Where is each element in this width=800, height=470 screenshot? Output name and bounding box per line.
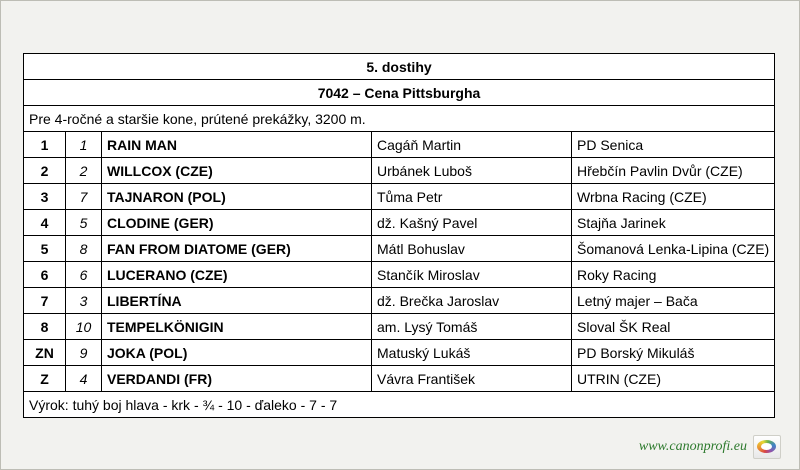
owner-name: Šomanová Lenka-Lipina (CZE) bbox=[572, 236, 775, 262]
start-number: 4 bbox=[66, 366, 102, 392]
race-title-row bbox=[24, 54, 775, 80]
watermark bbox=[639, 435, 781, 459]
start-number: 10 bbox=[66, 314, 102, 340]
table-row bbox=[24, 158, 775, 184]
owner-name: Roky Racing bbox=[572, 262, 775, 288]
owner-name: UTRIN (CZE) bbox=[572, 366, 775, 392]
start-number: 7 bbox=[66, 184, 102, 210]
finish-place: 3 bbox=[24, 184, 66, 210]
start-number: 6 bbox=[66, 262, 102, 288]
table-row bbox=[24, 210, 775, 236]
race-title: 5. dostihy bbox=[24, 54, 775, 80]
jockey-name: dž. Brečka Jaroslav bbox=[372, 288, 572, 314]
start-number: 3 bbox=[66, 288, 102, 314]
table-row bbox=[24, 262, 775, 288]
table-row bbox=[24, 184, 775, 210]
finish-place: ZN bbox=[24, 340, 66, 366]
owner-name: Wrbna Racing (CZE) bbox=[572, 184, 775, 210]
race-conditions: Pre 4-ročné a staršie kone, prútené prekážky, 3200 m. bbox=[24, 106, 775, 132]
horse-name: LIBERTÍNA bbox=[102, 288, 372, 314]
table-row bbox=[24, 340, 775, 366]
finish-place: 7 bbox=[24, 288, 66, 314]
owner-name: Letný majer – Bača bbox=[572, 288, 775, 314]
table-row bbox=[24, 236, 775, 262]
start-number: 1 bbox=[66, 132, 102, 158]
jockey-name: Vávra František bbox=[372, 366, 572, 392]
horse-name: CLODINE (GER) bbox=[102, 210, 372, 236]
horse-name: TAJNARON (POL) bbox=[102, 184, 372, 210]
watermark-text: www.canonprofi.eu bbox=[638, 439, 747, 454]
start-number: 5 bbox=[66, 210, 102, 236]
finish-place: 6 bbox=[24, 262, 66, 288]
horse-name: VERDANDI (FR) bbox=[102, 366, 372, 392]
table-row bbox=[24, 132, 775, 158]
horse-name: WILLCOX (CZE) bbox=[102, 158, 372, 184]
jockey-name: am. Lysý Tomáš bbox=[372, 314, 572, 340]
canon-logo-icon bbox=[753, 435, 781, 459]
finish-place: 1 bbox=[24, 132, 66, 158]
horse-name: FAN FROM DIATOME (GER) bbox=[102, 236, 372, 262]
horse-name: LUCERANO (CZE) bbox=[102, 262, 372, 288]
horse-name: TEMPELKÖNIGIN bbox=[102, 314, 372, 340]
table-row bbox=[24, 314, 775, 340]
owner-name: Stajňa Jarinek bbox=[572, 210, 775, 236]
finish-place: 2 bbox=[24, 158, 66, 184]
race-subtitle-row bbox=[24, 80, 775, 106]
race-verdict-row bbox=[24, 392, 775, 418]
owner-name: PD Borský Mikuláš bbox=[572, 340, 775, 366]
finish-place: Z bbox=[24, 366, 66, 392]
start-number: 9 bbox=[66, 340, 102, 366]
jockey-name: Urbánek Luboš bbox=[372, 158, 572, 184]
jockey-name: Tůma Petr bbox=[372, 184, 572, 210]
race-subtitle: 7042 – Cena Pittsburgha bbox=[24, 80, 775, 106]
jockey-name: Mátl Bohuslav bbox=[372, 236, 572, 262]
jockey-name: Cagáň Martin bbox=[372, 132, 572, 158]
race-result-sheet bbox=[23, 53, 775, 418]
owner-name: Hřebčín Pavlin Dvůr (CZE) bbox=[572, 158, 775, 184]
finish-place: 5 bbox=[24, 236, 66, 262]
owner-name: Sloval ŠK Real bbox=[572, 314, 775, 340]
table-row bbox=[24, 288, 775, 314]
logo-swoosh-inner-shape bbox=[761, 443, 772, 450]
owner-name: PD Senica bbox=[572, 132, 775, 158]
start-number: 2 bbox=[66, 158, 102, 184]
horse-name: JOKA (POL) bbox=[102, 340, 372, 366]
horse-name: RAIN MAN bbox=[102, 132, 372, 158]
race-results-table bbox=[23, 53, 775, 418]
jockey-name: Stančík Miroslav bbox=[372, 262, 572, 288]
race-verdict: Výrok: tuhý boj hlava - krk - ¾ - 10 - ďaleko - 7 - 7 bbox=[24, 392, 775, 418]
jockey-name: Matuský Lukáš bbox=[372, 340, 572, 366]
jockey-name: dž. Kašný Pavel bbox=[372, 210, 572, 236]
start-number: 8 bbox=[66, 236, 102, 262]
finish-place: 8 bbox=[24, 314, 66, 340]
finish-place: 4 bbox=[24, 210, 66, 236]
table-row bbox=[24, 366, 775, 392]
race-conditions-row bbox=[24, 106, 775, 132]
